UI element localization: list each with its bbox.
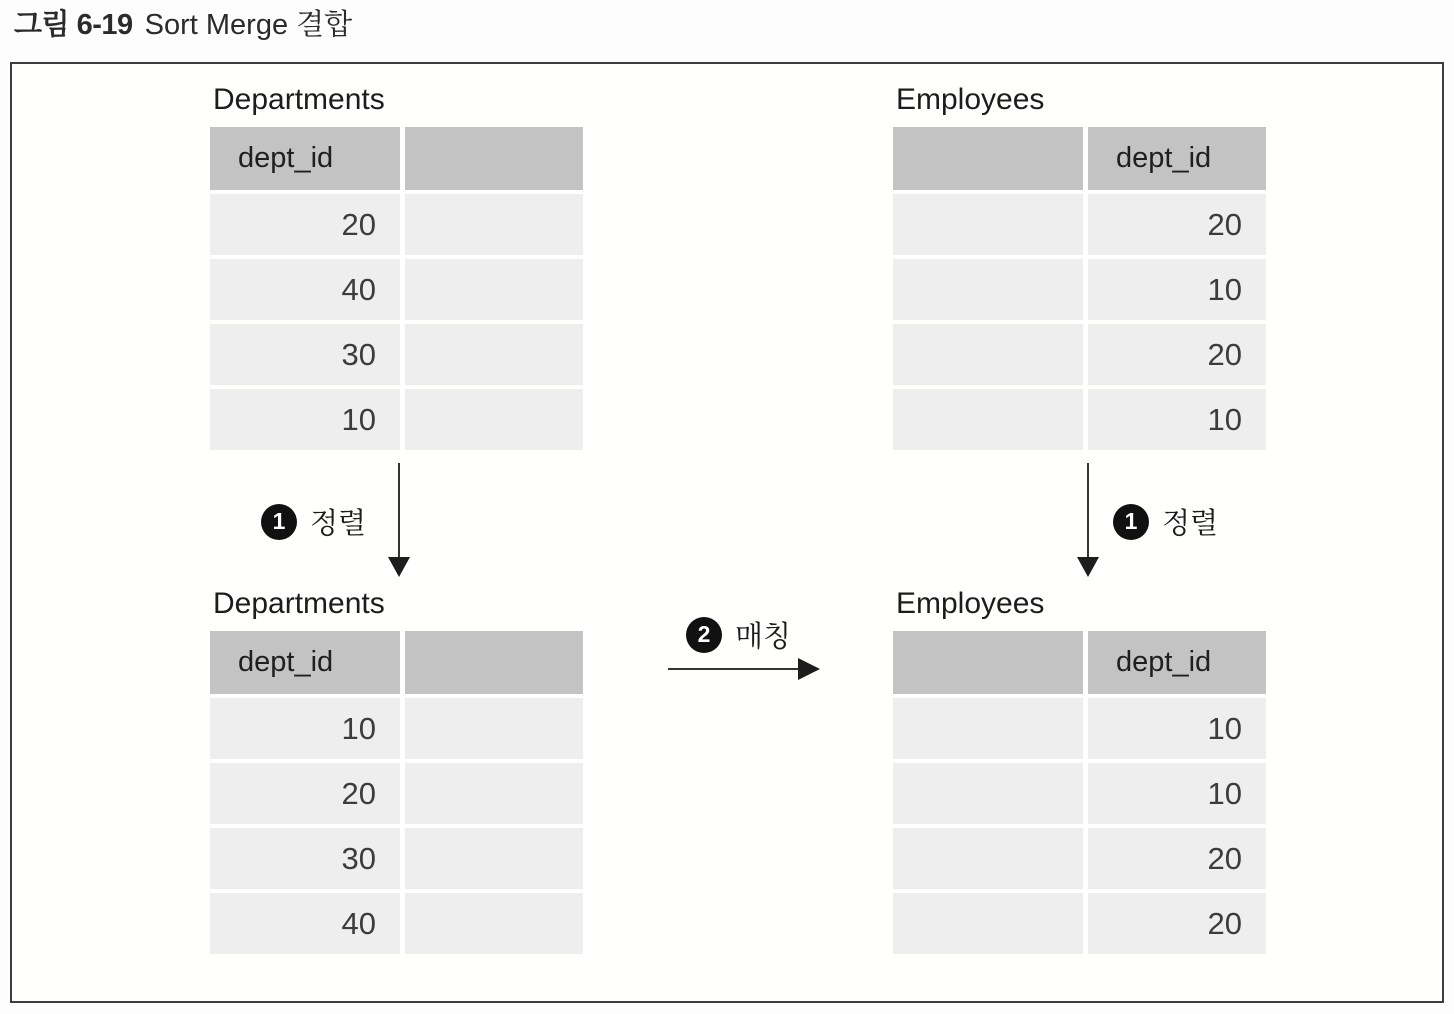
table-departments-sorted [210, 588, 583, 954]
dept-id-cell: 20 [210, 763, 400, 824]
column-header-dept-id: dept_id [210, 127, 400, 190]
dept-id-cell: 40 [210, 259, 400, 320]
column-header-empty [893, 127, 1083, 190]
table-row [893, 828, 1266, 889]
table-row [893, 259, 1266, 320]
table-row [210, 194, 583, 255]
table-row [893, 324, 1266, 385]
table-header-row [210, 127, 583, 190]
table-grid [210, 127, 583, 450]
table-row [893, 389, 1266, 450]
column-header-empty [893, 631, 1083, 694]
empty-cell [893, 389, 1083, 450]
empty-cell [893, 828, 1083, 889]
table-grid [210, 631, 583, 954]
dept-id-cell: 10 [210, 698, 400, 759]
empty-cell [405, 194, 583, 255]
empty-cell [893, 893, 1083, 954]
figure-title: Sort Merge 결합 [144, 9, 353, 41]
empty-cell [893, 259, 1083, 320]
match-label: 매칭 [735, 621, 792, 653]
empty-cell [405, 893, 583, 954]
empty-cell [405, 259, 583, 320]
table-row [210, 828, 583, 889]
table-row [210, 324, 583, 385]
column-header-dept-id: dept_id [1088, 127, 1266, 190]
dept-id-cell: 20 [1088, 194, 1266, 255]
down-arrow-icon [1075, 463, 1101, 579]
sort-step-annotation-right [1113, 501, 1218, 542]
sort-step-annotation-left [261, 501, 366, 542]
dept-id-cell: 10 [1088, 763, 1266, 824]
dept-id-cell: 30 [210, 324, 400, 385]
empty-cell [405, 828, 583, 889]
figure-number: 그림 6-19 [14, 9, 133, 41]
table-row [210, 259, 583, 320]
dept-id-cell: 10 [1088, 389, 1266, 450]
empty-cell [893, 763, 1083, 824]
column-header-dept-id: dept_id [1088, 631, 1266, 694]
step-2-badge: 2 [686, 617, 722, 653]
column-header-empty [405, 127, 583, 190]
table-header-row [893, 127, 1266, 190]
dept-id-cell: 40 [210, 893, 400, 954]
table-row [893, 194, 1266, 255]
diagram-frame [10, 62, 1444, 1003]
column-header-dept-id: dept_id [210, 631, 400, 694]
table-header-row [210, 631, 583, 694]
table-title: Employees [896, 83, 1045, 116]
empty-cell [405, 324, 583, 385]
step-1-badge: 1 [1113, 504, 1149, 540]
dept-id-cell: 20 [1088, 893, 1266, 954]
table-grid [893, 127, 1266, 450]
table-row [210, 763, 583, 824]
dept-id-cell: 10 [1088, 259, 1266, 320]
down-arrow-icon [386, 463, 412, 579]
table-departments-unsorted [210, 84, 583, 450]
table-header-row [893, 631, 1266, 694]
right-arrow-icon [668, 654, 824, 684]
empty-cell [405, 389, 583, 450]
figure-caption [14, 8, 352, 42]
empty-cell [893, 194, 1083, 255]
table-employees-sorted [893, 588, 1266, 954]
dept-id-cell: 20 [210, 194, 400, 255]
table-row [893, 893, 1266, 954]
dept-id-cell: 10 [210, 389, 400, 450]
table-row [893, 698, 1266, 759]
empty-cell [405, 763, 583, 824]
table-row [893, 763, 1266, 824]
table-row [210, 893, 583, 954]
dept-id-cell: 10 [1088, 698, 1266, 759]
sort-label: 정렬 [310, 508, 367, 540]
empty-cell [893, 698, 1083, 759]
table-title: Departments [213, 83, 385, 116]
column-header-empty [405, 631, 583, 694]
empty-cell [405, 698, 583, 759]
empty-cell [893, 324, 1083, 385]
dept-id-cell: 20 [1088, 324, 1266, 385]
dept-id-cell: 30 [210, 828, 400, 889]
dept-id-cell: 20 [1088, 828, 1266, 889]
table-grid [893, 631, 1266, 954]
table-title: Departments [213, 587, 385, 620]
table-row [210, 389, 583, 450]
step-1-badge: 1 [261, 504, 297, 540]
match-step-annotation [686, 614, 791, 655]
table-row [210, 698, 583, 759]
sort-label: 정렬 [1162, 508, 1219, 540]
table-employees-unsorted [893, 84, 1266, 450]
table-title: Employees [896, 587, 1045, 620]
